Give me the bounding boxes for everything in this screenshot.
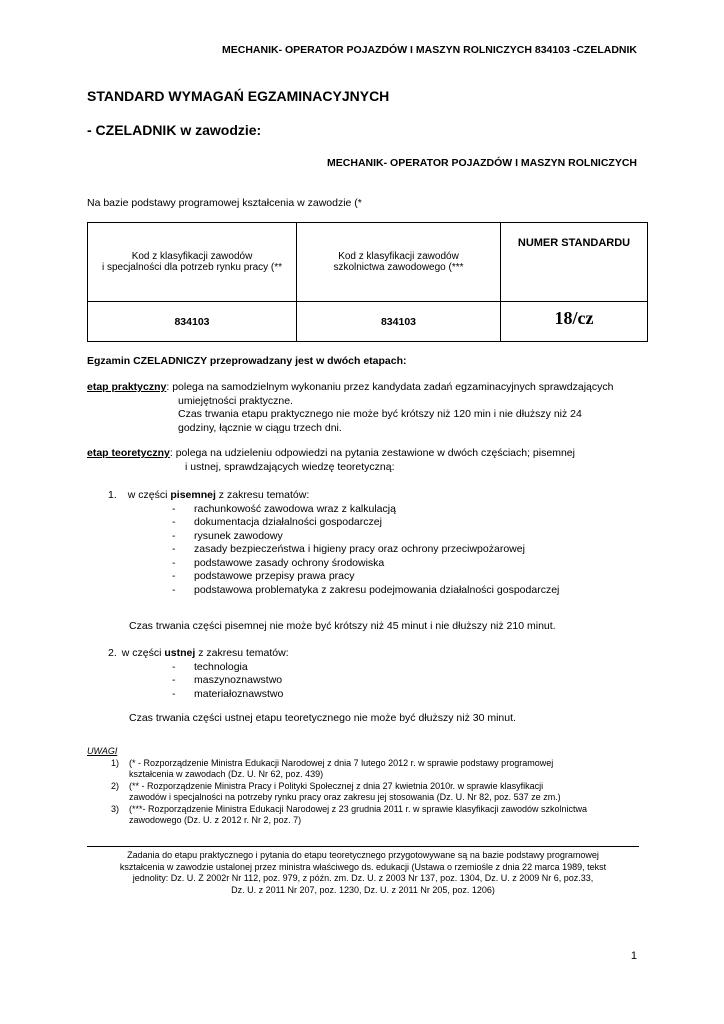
note-item: 2) (** - Rozporządzenie Ministra Pracy i Polityki Społecznej z dnia 27 kwietnia 2010r. w sprawie klasyfikacji zawodów i specjalności na potrzeby rynku pracy oraz zakresu jej stosowania (Dz. U. Nr 82, poz. 537 ze zm.) — [110, 780, 561, 802]
note-item: 1) (* - Rozporządzenie Ministra Edukacji Narodowej z dnia 7 lutego 2012 r. w sprawie podstawy programowej kształcenia w zawodach (Dz. U. Nr 62, poz. 439) — [110, 757, 554, 779]
col-header-standard-number: NUMER STANDARDU — [501, 223, 648, 302]
list-item: - zasady bezpieczeństwa i higieny pracy oraz ochrony przeciwpożarowej — [172, 543, 525, 555]
oral-part: 2. w części ustnej z zakresu tematów: - technologia - maszynoznawstwo - materiałoznawstwo — [108, 647, 289, 700]
practical-label: etap praktyczny — [87, 381, 167, 393]
list-item: - dokumentacja działalności gospodarczej — [172, 516, 382, 528]
standard-number-value: 18/cz — [501, 302, 648, 342]
list-item: - rysunek zawodowy — [172, 529, 283, 542]
school-code-value: 834103 — [297, 302, 501, 342]
practical-stage: etap praktyczny: polega na samodzielnym wykonaniu przez kandydata zadań egzaminacyjnych sprawdzających umiejętności praktyczne. Czas trwania etapu praktycznego nie może być krótszy niż 120 min i nie dłuższy niż 24 godziny, łącznie w ciągu trzech dni. — [87, 381, 614, 434]
page-number: 1 — [630, 950, 637, 962]
written-part: 1. w części pisemnej z zakresu tematów: - rachunkowość zawodowa wraz z kalkulacją - dokumentacja działalności gospodarczej - rysunek zawodowy - zasady bezpieczeństwa i higieny pracy oraz ochrony przeciwpożarowej - podstawowe zasady ochrony środowiska - podstawowe przepisy prawa pracy - podstawowa problematyka z zakresu podejmowania działalności gospodarczej — [108, 489, 560, 596]
codes-table — [87, 222, 648, 342]
notes-heading: UWAGI — [87, 746, 118, 756]
page-footer: Zadania do etapu praktycznego i pytania do etapu teoretycznego przygotowywane są na bazie podstawy programowej kształcenia w zawodzie ustalonej przez ministra właściwego ds. edukacji (Ustawa o rzemiośle z dnia 22 marca 1989, tekst jednolity: Dz. U. Z 2002r Nr 112, poz. 979, z późn. zm. Dz. U. z 2003 Nr 137, poz. 1304, Dz. U. z 2009 Nr 6, poz.33, Dz. U. z 2011 Nr 207, poz. 1230, Dz. U. z 2011 Nr 205, poz. 1206) — [87, 846, 639, 896]
list-item: - maszynoznawstwo — [172, 674, 283, 686]
oral-number: 2. — [108, 647, 117, 659]
oral-time: Czas trwania części ustnej etapu teoretycznego nie może być dłuższy niż 30 minut. — [129, 712, 516, 724]
list-item: - materiałoznawstwo — [172, 687, 284, 700]
note-item: 3) (***- Rozporządzenie Ministra Edukacji Narodowej z 23 grudnia 2011 r. w sprawie klasyfikacji zawodów szkolnictwa zawodowego (Dz. U. z 2012 r. Nr 2, poz. 7) — [110, 803, 588, 825]
list-item: - technologia — [172, 660, 248, 673]
list-item: - podstawowe przepisy prawa pracy — [172, 570, 355, 582]
page-header: MECHANIK- OPERATOR POJAZDÓW I MASZYN ROLNICZYCH 834103 -CZELADNIK — [222, 44, 637, 56]
basis-text: Na bazie podstawy programowej kształcenia w zawodzie (* — [87, 197, 362, 209]
written-time: Czas trwania części pisemnej nie może być krótszy niż 45 minut i nie dłuższy niż 210 minut. — [129, 620, 556, 632]
occupation-code-value: 834103 — [88, 302, 297, 342]
page-title: STANDARD WYMAGAŃ EGZAMINACYJNYCH — [87, 88, 390, 104]
theoretical-label: etap teoretyczny — [87, 447, 170, 459]
theoretical-stage: etap teoretyczny: polega na udzieleniu odpowiedzi na pytania zestawione w dwóch częściach; pisemnej i ustnej, sprawdzających wiedzę teoretyczną: — [87, 447, 575, 473]
col-header-school-code: Kod z klasyfikacji zawodów szkolnictwa zawodowego (*** — [297, 223, 501, 302]
col-header-occupation-code: Kod z klasyfikacji zawodów i specjalności dla potrzeb rynku pracy (** — [88, 223, 297, 302]
exam-intro: Egzamin CZELADNICZY przeprowadzany jest w dwóch etapach: — [87, 355, 407, 367]
list-item: - podstawowa problematyka z zakresu podejmowania działalności gospodarczej — [172, 583, 560, 596]
profession-name: MECHANIK- OPERATOR POJAZDÓW I MASZYN ROLNICZYCH — [327, 157, 637, 169]
notes-section — [87, 746, 647, 827]
oral-topics — [172, 661, 289, 702]
list-item: - podstawowe zasady ochrony środowiska — [172, 556, 385, 569]
written-number: 1. — [108, 489, 117, 501]
page-subtitle: - CZELADNIK w zawodzie: — [87, 122, 262, 138]
written-topics — [172, 503, 559, 598]
list-item: - rachunkowość zawodowa wraz z kalkulacją — [172, 502, 396, 515]
